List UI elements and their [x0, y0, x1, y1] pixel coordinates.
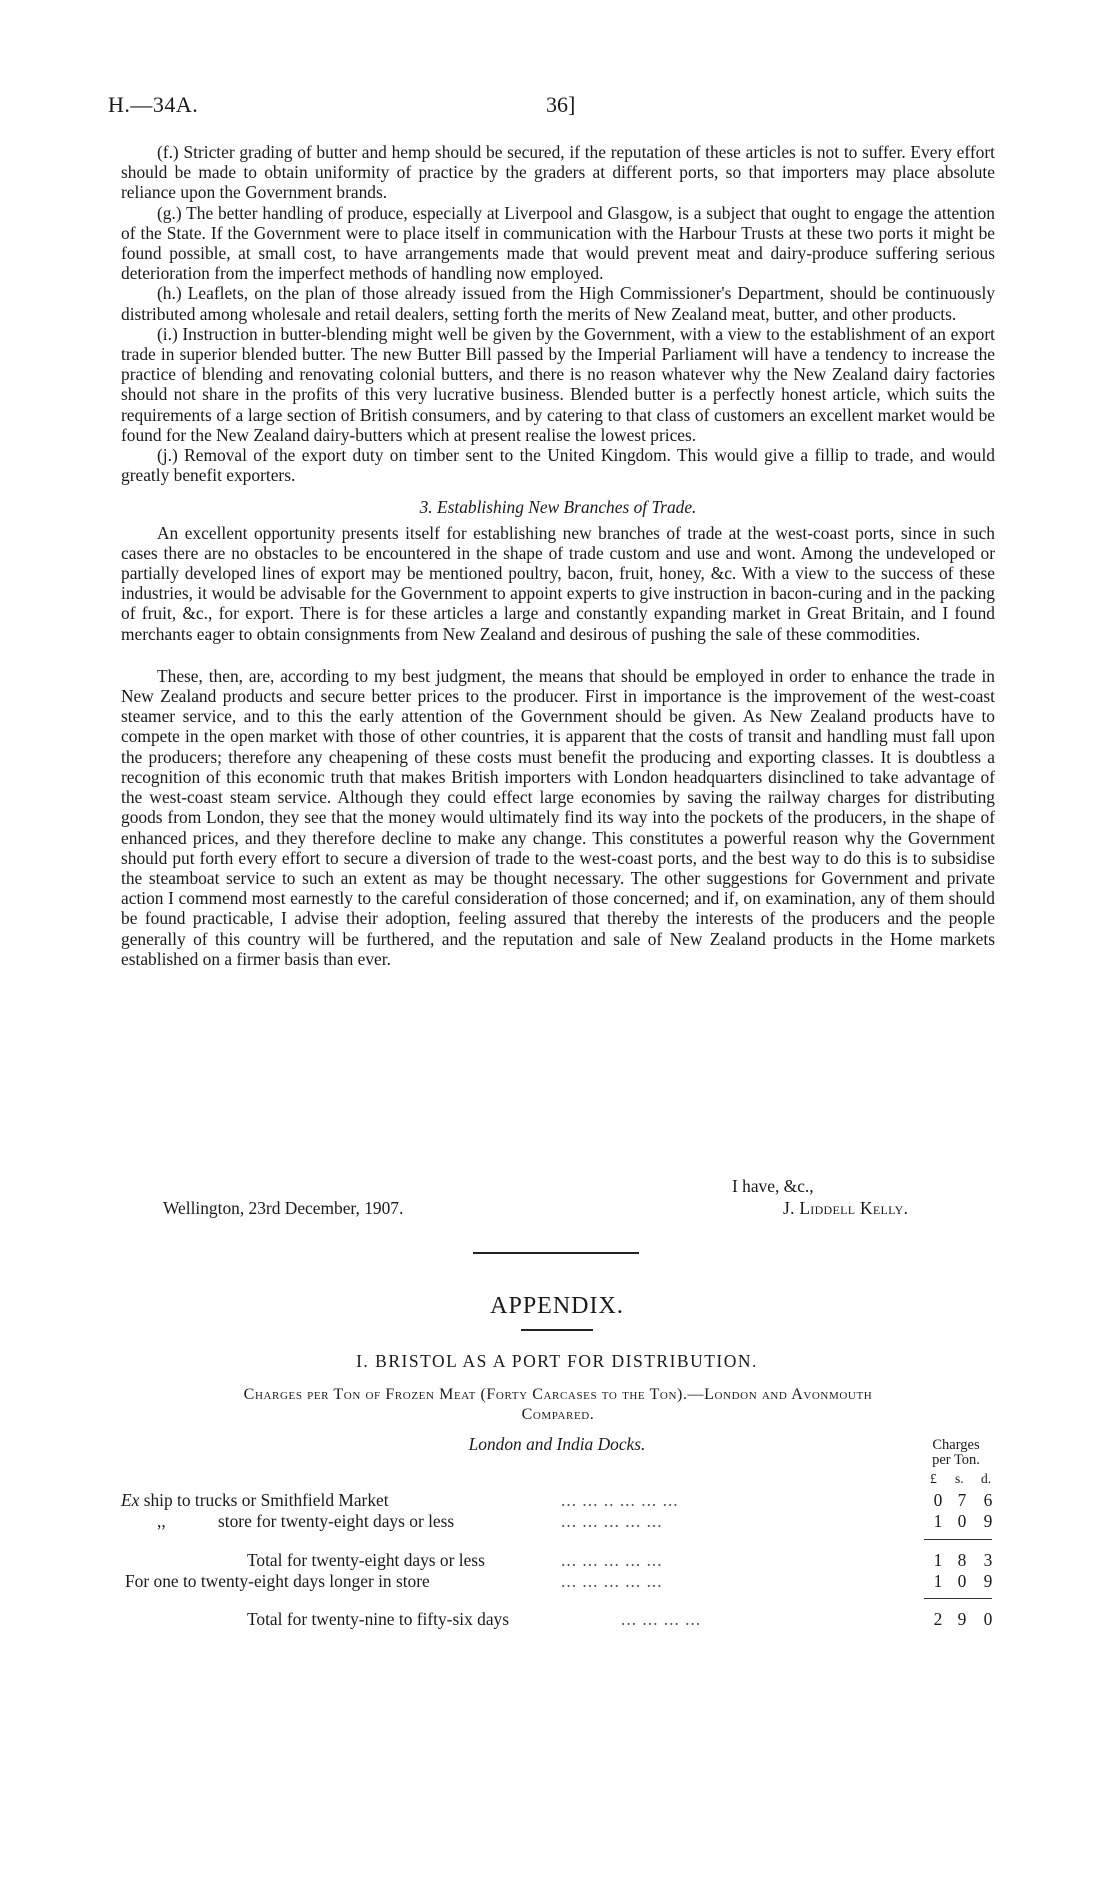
column-header: [917, 1438, 995, 1468]
value-shillings: 0: [957, 1511, 967, 1531]
recommendations-block: [121, 142, 995, 969]
value-pounds: 0: [933, 1490, 943, 1510]
paragraph-f: (f.) Stricter grading of butter and hemp should be secured, if the reputation of these articles is not to suffer. Every effort should be made to obtain uniformity of practice by the graders at different ports, so that importers may place absolute reliance upon the Government brands.: [121, 142, 995, 203]
paragraph-j: (j.) Removal of the export duty on timber sent to the United Kingdom. This would give a fillip to trade, and would greatly benefit exporters.: [121, 445, 995, 486]
table-row: [121, 1609, 995, 1631]
row-label: ship to trucks or Smithfield Market: [139, 1490, 389, 1510]
value-pence: 3: [983, 1550, 993, 1570]
table-row: [121, 1511, 995, 1533]
signatory-name: J. Liddell Kelly.: [783, 1198, 909, 1218]
value-pence: 9: [983, 1571, 993, 1591]
column-header-line-1: Charges: [932, 1437, 980, 1453]
row-label: store for twenty-eight days or less: [218, 1511, 455, 1531]
value-pence: 9: [983, 1511, 993, 1531]
appendix-title: APPENDIX.: [490, 1293, 624, 1319]
row-label: Total for twenty-nine to fifty-six days: [247, 1609, 509, 1629]
paragraph-g: (g.) The better handling of produce, especially at Liverpool and Glasgow, is a subject that ought to engage the attention of the State. If the Government were to place itself in communication with the Harbour Trusts at these two ports it might be found possible, at small cost, to have arrangements made that would prevent meat and dairy-produce suffering serious deterioration from the imperfect methods of handling now employed.: [121, 202, 995, 284]
value-pence: 0: [983, 1609, 993, 1629]
document-reference: H.—34A.: [108, 92, 199, 117]
value-pounds: 1: [933, 1511, 943, 1531]
sum-rule: [924, 1598, 992, 1599]
row-label: Total for twenty-eight days or less: [247, 1550, 485, 1570]
table-subtitle: London and India Docks.: [468, 1434, 646, 1454]
page-number: 36]: [546, 92, 576, 117]
closing-formula: I have, &c.,: [732, 1176, 814, 1196]
table-row: [121, 1550, 995, 1572]
table-row: [121, 1571, 995, 1593]
leader-dots: ... ... ... ... ...: [561, 1550, 663, 1570]
leader-dots: ... ... ... ... ...: [561, 1571, 663, 1591]
row-label-prefix: Ex: [121, 1490, 140, 1510]
value-shillings: 8: [957, 1550, 967, 1570]
value-pence: 6: [983, 1490, 993, 1510]
table-caption-line-1: Charges per Ton of Frozen Meat (Forty Carcases to the Ton).—London and Avonmouth: [243, 1386, 873, 1403]
paragraph-i: (i.) Instruction in butter-blending might well be given by the Government, with a view to the establishment of an export trade in superior blended butter. The new Butter Bill passed by the Imperial Parliament will have a tendency to increase the practice of blending and renovating colonial butters, and there is no reason whatever why the New Zealand dairy factories should not share in the profits of this very lucrative business. Blended butter is a perfectly honest article, which suits the requirements of a large section of British consumers, and by catering to that class of customers an excellent market would be found for the New Zealand dairy-butters which at present realise the lowest prices.: [121, 323, 995, 445]
section-3-text: An excellent opportunity presents itself for establishing new branches of trade at the west-coast ports, since in such cases there are no obstacles to be encountered in the shape of trade custom and use and wont. Among the undeveloped or partially developed lines of export may be mentioned poultry, bacon, fruit, honey, &c. With a view to the success of these industries, it would be advisable for the Government to appoint experts to give instruction in bacon-curing and in the packing of fruit, &c., for export. There is for these articles a large and constantly expanding market in Great Britain, and I found merchants eager to obtain consignments from New Zealand and desirous of pushing the sale of these commodities.: [121, 522, 995, 644]
leader-dots: ... ... ... ...: [621, 1609, 702, 1629]
row-label-prefix: ,,: [157, 1511, 166, 1531]
conclusion-paragraph: These, then, are, according to my best judgment, the means that should be employed in order to enhance the trade in New Zealand products and secure better prices to the producer. First in importance is the improvement of the west-coast steamer service, and to this the early attention of the Government should be given. As New Zealand products have to compete in the open market with those of other countries, it is apparent that the costs of transit and handling must fall upon the producers; therefore any cheapening of these costs must benefit the producing and exporting classes. It is doubtless a recognition of this economic truth that makes British importers with London headquarters disinclined to take advantage of the west-coast steam service. Although they could effect large economies by saving the railway charges for distributing goods from London, they see that the money would ultimately find its way into the pockets of the producers, in the shape of enhanced prices, and they therefore decline to make any change. This constitutes a powerful reason why the Government should put forth every effort to secure a diversion of trade to the west-coast ports, and the best way to do this is to subsidise the steamboat service to such an extent as may be thought necessary. The other suggestions for Government and private action I commend most earnestly to the careful consideration of those concerned; and if, on examination, any of them should be found practicable, I advise their adoption, feeling assured that thereby the interests of the producers and the people generally of this country will be furthered, and the reputation and sale of New Zealand products in the Home markets established on a firmer basis than ever.: [121, 665, 995, 969]
value-shillings: 9: [957, 1609, 967, 1629]
paragraph-h: (h.) Leaflets, on the plan of those already issued from the High Commissioner's Department, should be continuously distributed among wholesale and retail dealers, setting forth the merits of New Zealand meat, butter, and other products.: [121, 283, 995, 324]
unit-pounds: £: [930, 1471, 937, 1486]
table-caption: [121, 1385, 995, 1425]
appendix-title-underline: [521, 1329, 593, 1331]
place-date: Wellington, 23rd December, 1907.: [163, 1198, 404, 1218]
value-pounds: 1: [933, 1550, 943, 1570]
row-label: For one to twenty-eight days longer in store: [125, 1571, 430, 1591]
value-pounds: 2: [933, 1609, 943, 1629]
table-row: [121, 1490, 995, 1512]
column-header-line-2: per Ton.: [932, 1452, 980, 1468]
value-pounds: 1: [933, 1571, 943, 1591]
leader-dots: ... ... .. ... ... ...: [561, 1490, 679, 1510]
value-shillings: 7: [957, 1490, 967, 1510]
appendix-subtitle: I. BRISTOL AS A PORT FOR DISTRIBUTION.: [356, 1351, 758, 1371]
section-3-heading: 3. Establishing New Branches of Trade.: [419, 497, 697, 518]
unit-pence: d.: [981, 1471, 992, 1486]
value-shillings: 0: [957, 1571, 967, 1591]
table-caption-line-2: Compared.: [521, 1406, 595, 1423]
sum-rule: [924, 1539, 992, 1540]
leader-dots: ... ... ... ... ...: [561, 1511, 663, 1531]
section-divider: [473, 1252, 639, 1254]
unit-shillings: s.: [955, 1471, 964, 1486]
